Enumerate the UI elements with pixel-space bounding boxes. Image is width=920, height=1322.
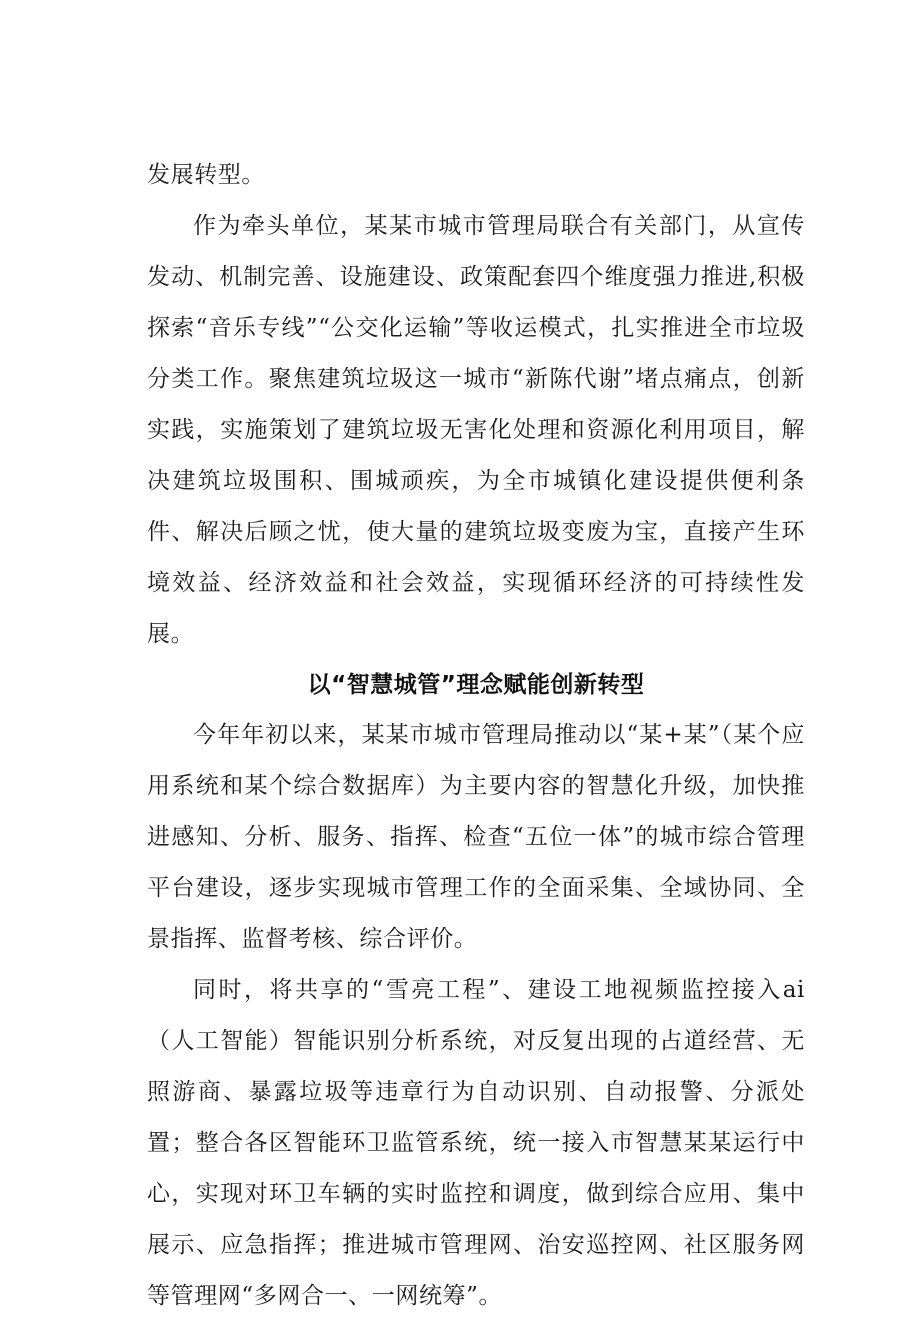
document-body: [147, 150, 805, 1322]
section-heading: 以“智慧城管”理念赋能创新转型: [307, 672, 645, 698]
paragraph-continuation: 发展转型。: [147, 162, 265, 188]
paragraph-smart-upgrade: 今年年初以来，某某市城市管理局推动以“某+某”（某个应用系统和某个综合数据库）为主要内容的智慧化升级，加快推进感知、分析、服务、指挥、检查“五位一体”的城市综合管理平台建设，逐步实现城市管理工作的全面采集、全域协同、全景指挥、监督考核、综合评价。: [147, 722, 805, 952]
paragraph-lead-unit: 作为牵头单位，某某市城市管理局联合有关部门，从宣传发动、机制完善、设施建设、政策配套四个维度强力推进,积极探索“音乐专线”“公交化运输”等收运模式，扎实推进全市垃圾分类工作。聚焦建筑垃圾这一城市“新陈代谢”堵点痛点，创新实践，实施策划了建筑垃圾无害化处理和资源化利用项目，解决建筑垃圾围积、围城顽疾，为全市城镇化建设提供便利条件、解决后顾之忧，使大量的建筑垃圾变废为宝，直接产生环境效益、经济效益和社会效益，实现循环经济的可持续性发展。: [147, 213, 805, 647]
paragraph-integration: 同时，将共享的“雪亮工程”、建设工地视频监控接入ai（人工智能）智能识别分析系统，对反复出现的占道经营、无照游商、暴露垃圾等违章行为自动识别、自动报警、分派处置；整合各区智能环卫监管系统，统一接入市智慧某某运行中心，实现对环卫车辆的实时监控和调度，做到综合应用、集中展示、应急指挥；推进城市管理网、治安巡控网、社区服务网等管理网“多网合一、一网统筹”。: [147, 977, 805, 1309]
